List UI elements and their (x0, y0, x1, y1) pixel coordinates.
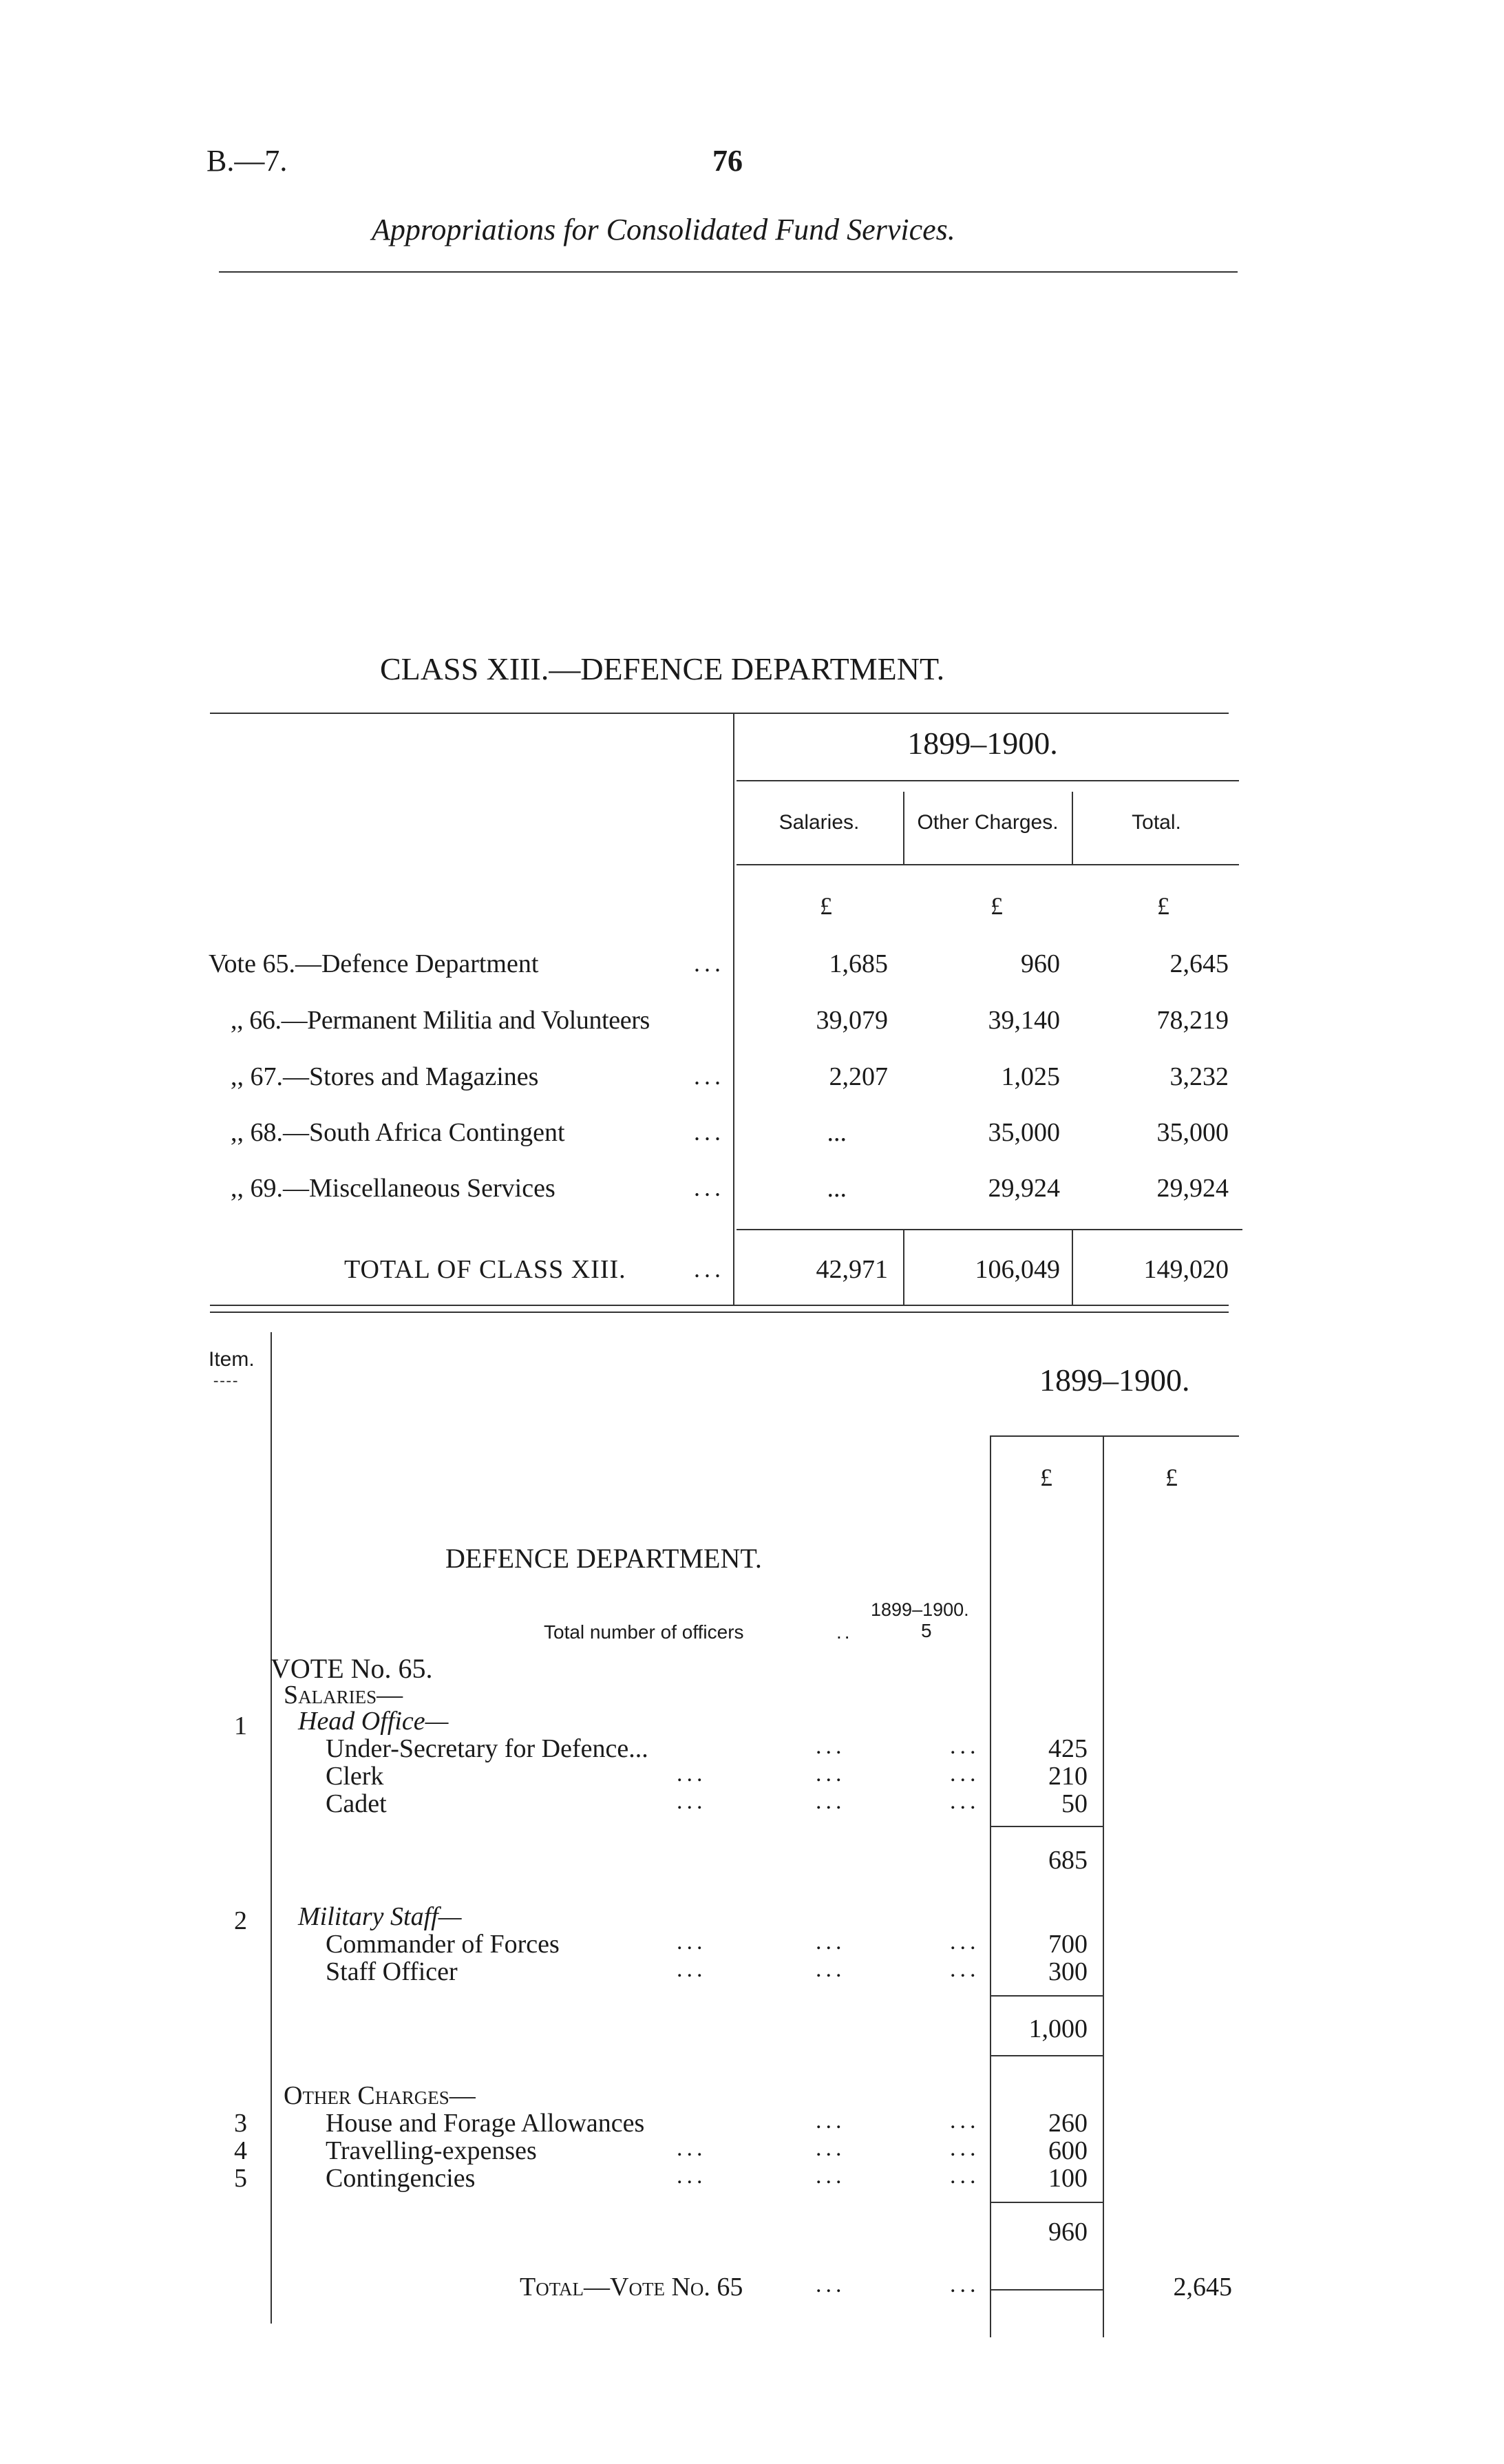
leader-dots: ... (950, 2163, 980, 2189)
line-item-amount: 425 (1048, 1734, 1088, 1763)
vote-total-label: Total—Vote No. 65 (520, 2273, 743, 2302)
leader-dots: ... (677, 2136, 707, 2161)
summary-col-divider-2b (1072, 1229, 1073, 1305)
summary-year-rule (737, 780, 1239, 781)
line-item-amount: 100 (1048, 2164, 1088, 2193)
summary-col-divider-1b (903, 1229, 904, 1305)
line-item-amount: 600 (1048, 2136, 1088, 2165)
line-item-label: Under-Secretary for Defence... (326, 1734, 648, 1763)
other-charges-subtotal: 960 (1048, 2218, 1088, 2246)
summary-label-divider (733, 713, 734, 1305)
item-column-divider (271, 1332, 272, 2324)
leader-dots: ... (816, 1957, 846, 1982)
vote-total-amount: 2,645 (1173, 2273, 1232, 2302)
line-item-label: Commander of Forces (326, 1930, 560, 1959)
military-staff-heading: Military Staff— (298, 1902, 462, 1931)
summary-col-divider-1 (903, 792, 904, 864)
summary-total-value: 2,645 (1169, 949, 1229, 978)
leader-dots: ... (677, 1761, 707, 1787)
leader-dots: ... (950, 2272, 980, 2297)
summary-total-value: 35,000 (1156, 1118, 1229, 1147)
leader-dots: ... (677, 1957, 707, 1982)
summary-row-label: ,, 67.—Stores and Magazines (231, 1062, 539, 1091)
summary-other-value: 960 (1021, 949, 1060, 978)
leader-dots: ... (694, 1174, 725, 1201)
summary-year-heading: 1899–1900. (907, 726, 1058, 761)
item-header-rule: ---- (213, 1371, 240, 1389)
col-header-salaries: Salaries. (779, 811, 860, 834)
line-item-label: Contingencies (326, 2164, 476, 2193)
department-heading: DEFENCE DEPARTMENT. (445, 1543, 762, 1574)
leader-dots: ... (816, 2136, 846, 2161)
item-column-header: Item. (209, 1348, 255, 1371)
line-item-amount: 210 (1048, 1762, 1088, 1791)
line-item-amount: 50 (1061, 1789, 1088, 1818)
leader-dots: ... (816, 1734, 846, 1759)
running-title: Appropriations for Consolidated Fund Services. (372, 213, 955, 246)
class-title: CLASS XIII.—DEFENCE DEPARTMENT. (380, 651, 945, 686)
currency-symbol-other: £ (991, 892, 1003, 920)
leader-dots: ... (677, 1929, 707, 1955)
leader-dots: ... (816, 2108, 846, 2134)
summary-bottom-rule-2 (210, 1312, 1229, 1313)
leader-dots: ... (677, 1789, 707, 1814)
summary-total-value: 78,219 (1156, 1006, 1229, 1035)
leader-dots: .. (836, 1621, 853, 1643)
leader-dots: ... (816, 1761, 846, 1787)
line-item-label: Staff Officer (326, 1957, 458, 1986)
summary-salaries-value: 1,685 (829, 949, 888, 978)
detail-year-heading: 1899–1900. (1039, 1362, 1190, 1398)
leader-dots: ... (677, 2163, 707, 2189)
summary-header-rule (737, 864, 1239, 865)
leader-dots: ... (950, 1734, 980, 1759)
officers-year: 1899–1900. (871, 1599, 969, 1620)
other-charges-heading: Other Charges— (284, 2081, 476, 2110)
currency-symbol-detail-2: £ (1165, 1464, 1178, 1491)
line-item-label: House and Forage Allowances (326, 2109, 645, 2138)
summary-salaries-value: ... (827, 1174, 847, 1203)
line-item-amount: 300 (1048, 1957, 1088, 1986)
total-rule (990, 2289, 1103, 2291)
document-reference: B.—7. (206, 144, 288, 178)
subtotal-rule (990, 2202, 1103, 2203)
item-number: 5 (234, 2164, 247, 2193)
item-number: 4 (234, 2136, 247, 2165)
leader-dots: ... (694, 1062, 725, 1090)
line-item-label: Travelling-expenses (326, 2136, 537, 2165)
line-item-label: Cadet (326, 1789, 387, 1818)
summary-row-label: ,, 66.—Permanent Militia and Volunteers (231, 1006, 650, 1035)
item-number: 1 (234, 1712, 247, 1740)
currency-symbol-total: £ (1157, 892, 1169, 920)
summary-col-divider-2 (1072, 792, 1073, 864)
summary-other-value: 1,025 (1001, 1062, 1060, 1091)
salaries-heading: Salaries— (284, 1681, 403, 1709)
col-header-other-charges: Other Charges. (917, 811, 1059, 834)
page-number: 76 (712, 144, 743, 178)
summary-total-other: 106,049 (975, 1255, 1060, 1284)
summary-top-rule (210, 713, 1229, 714)
leader-dots: ... (950, 1789, 980, 1814)
line-item-label: Clerk (326, 1762, 384, 1791)
summary-salaries-value: 39,079 (816, 1006, 888, 1035)
summary-total-label: TOTAL OF CLASS XIII. (344, 1255, 626, 1284)
subtotal-rule (990, 1826, 1103, 1827)
officers-label: Total number of officers (544, 1621, 744, 1643)
item-number: 3 (234, 2109, 247, 2138)
summary-row-label: ,, 69.—Miscellaneous Services (231, 1174, 555, 1203)
summary-other-value: 39,140 (988, 1006, 1060, 1035)
line-item-amount: 700 (1048, 1930, 1088, 1959)
leader-dots: ... (950, 2108, 980, 2134)
detail-year-rule (990, 1435, 1239, 1437)
summary-other-value: 35,000 (988, 1118, 1060, 1147)
amount-column-divider-2 (1103, 1435, 1104, 2337)
line-item-amount: 260 (1048, 2109, 1088, 2138)
subtotal-rule (990, 1995, 1103, 1997)
leader-dots: ... (816, 2272, 846, 2297)
col-header-total: Total. (1132, 811, 1181, 834)
currency-symbol-detail-1: £ (1040, 1464, 1052, 1491)
head-office-heading: Head Office— (298, 1707, 449, 1736)
summary-total-rule (737, 1229, 1242, 1230)
military-staff-subtotal: 1,000 (1028, 2014, 1088, 2043)
vote-heading: VOTE No. 65. (271, 1653, 433, 1684)
summary-total-salaries: 42,971 (816, 1255, 888, 1284)
summary-grand-total: 149,020 (1143, 1255, 1229, 1284)
leader-dots: ... (694, 1118, 725, 1146)
leader-dots: ... (950, 1761, 980, 1787)
summary-bottom-rule-1 (210, 1305, 1229, 1306)
summary-row-label: ,, 68.—South Africa Contingent (231, 1118, 565, 1147)
currency-symbol-salaries: £ (820, 892, 832, 920)
head-office-subtotal: 685 (1048, 1846, 1088, 1875)
leader-dots: ... (816, 2163, 846, 2189)
summary-other-value: 29,924 (988, 1174, 1060, 1203)
header-rule (219, 271, 1238, 273)
summary-total-value: 3,232 (1169, 1062, 1229, 1091)
summary-salaries-value: 2,207 (829, 1062, 888, 1091)
officers-count: 5 (921, 1620, 932, 1641)
item-number: 2 (234, 1906, 247, 1935)
leader-dots: ... (694, 1255, 725, 1283)
summary-row-label: Vote 65.—Defence Department (209, 949, 539, 978)
leader-dots: ... (694, 949, 725, 977)
leader-dots: ... (816, 1789, 846, 1814)
leader-dots: ... (950, 1929, 980, 1955)
subtotal-rule (990, 2055, 1103, 2056)
leader-dots: ... (950, 2136, 980, 2161)
summary-total-value: 29,924 (1156, 1174, 1229, 1203)
summary-salaries-value: ... (827, 1118, 847, 1147)
leader-dots: ... (950, 1957, 980, 1982)
leader-dots: ... (816, 1929, 846, 1955)
